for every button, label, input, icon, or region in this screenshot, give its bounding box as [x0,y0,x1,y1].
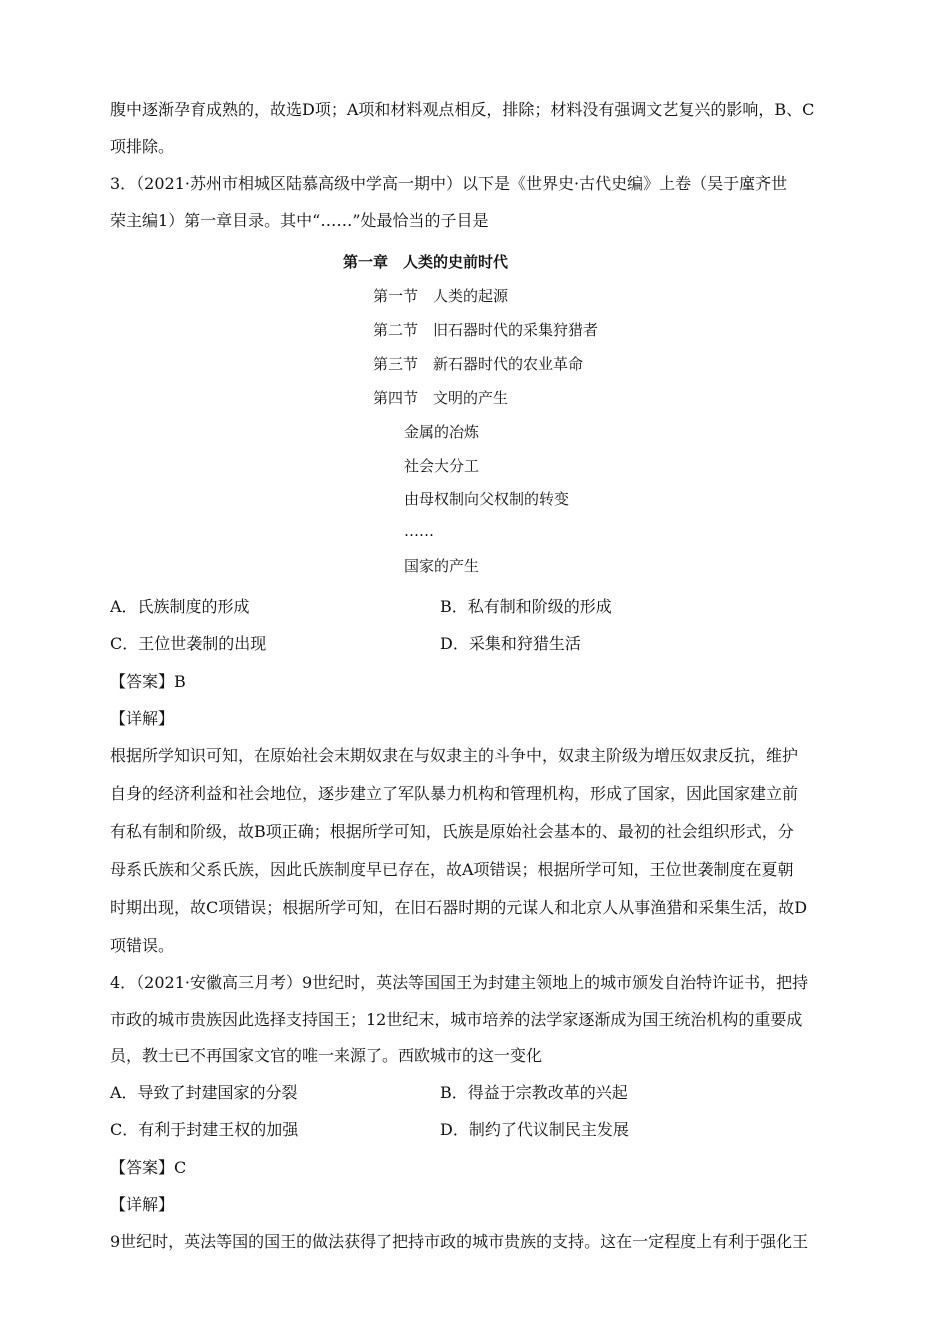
detail-text-line: 根据所学知识可知，在原始社会末期奴隶在与奴隶主的斗争中，奴隶主阶级为增压奴隶反抗，维护 [110,746,799,765]
answer-label: 【答案】B [110,672,186,691]
option-a: A．氏族制度的形成 [110,597,250,616]
answer-label: 【答案】C [110,1158,187,1177]
toc-section: 第一节 人类的起源 [373,287,509,305]
toc-section: 第三节 新石器时代的农业革命 [373,355,584,373]
question-3-stem: 荣主编1）第一章目录。其中“……”处最恰当的子目是 [110,211,489,230]
detail-text-line: 项错误。 [110,936,175,955]
detail-text-line: 时期出现，故C项错误；根据所学可知，在旧石器时期的元谋人和北京人从事渔猎和采集生活，故D [110,898,808,917]
toc-subsection: 由母权制向父权制的转变 [404,490,570,508]
question-4-stem: 4．（2021·安徽高三月考）9世纪时，英法等国国王为封建主领地上的城市颁发自治特许证书，把持 [110,973,809,992]
option-c: C．王位世袭制的出现 [110,634,267,653]
option-a: A．导致了封建国家的分裂 [110,1083,298,1102]
detail-text-line: 9世纪时，英法等国的国王的做法获得了把持市政的城市贵族的支持。这在一定程度上有利于强化王 [110,1232,809,1251]
detail-label: 【详解】 [110,1195,175,1214]
question-4-stem: 员，教士已不再国家文官的唯一来源了。西欧城市的这一变化 [110,1046,543,1065]
option-c: C．有利于封建王权的加强 [110,1120,299,1139]
question-4-stem: 市政的城市贵族因此选择支持国王；12世纪末，城市培养的法学家逐渐成为国王统治机构的重要成 [110,1010,803,1029]
toc-subsection: 国家的产生 [404,557,480,575]
option-b: B．得益于宗教改革的兴起 [440,1083,628,1102]
toc-subsection: 社会大分工 [404,457,480,475]
option-d: D．制约了代议制民主发展 [440,1120,629,1139]
prev-text-line: 项排除。 [110,137,175,156]
detail-label: 【详解】 [110,709,175,728]
toc-chapter-title: 第一章 人类的史前时代 [343,253,509,271]
detail-text-line: 自身的经济利益和社会地位，逐步建立了军队暴力机构和管理机构，形成了国家，因此国家建立前 [110,784,799,803]
option-d: D．采集和狩猎生活 [440,634,581,653]
toc-section: 第四节 文明的产生 [373,389,509,407]
toc-section: 第二节 旧石器时代的采集狩猎者 [373,321,599,339]
toc-subsection: 金属的冶炼 [404,423,480,441]
detail-text-line: 有私有制和阶级，故B项正确；根据所学可知，氏族是原始社会基本的、最初的社会组织形式，分 [110,822,794,841]
prev-text-line: 腹中逐渐孕育成熟的，故选D项；A项和材料观点相反，排除；材料没有强调文艺复兴的影响，B、C [110,100,815,119]
option-b: B．私有制和阶级的形成 [440,597,612,616]
toc-ellipsis: …… [404,522,434,540]
question-3-stem: 3．（2021·苏州市相城区陆慕高级中学高一期中）以下是《世界史·古代史编》上卷（吴于廑齐世 [110,174,788,193]
detail-text-line: 母系氏族和父系氏族，因此氏族制度早已存在，故A项错误；根据所学可知，王位世袭制度在夏朝 [110,860,794,879]
